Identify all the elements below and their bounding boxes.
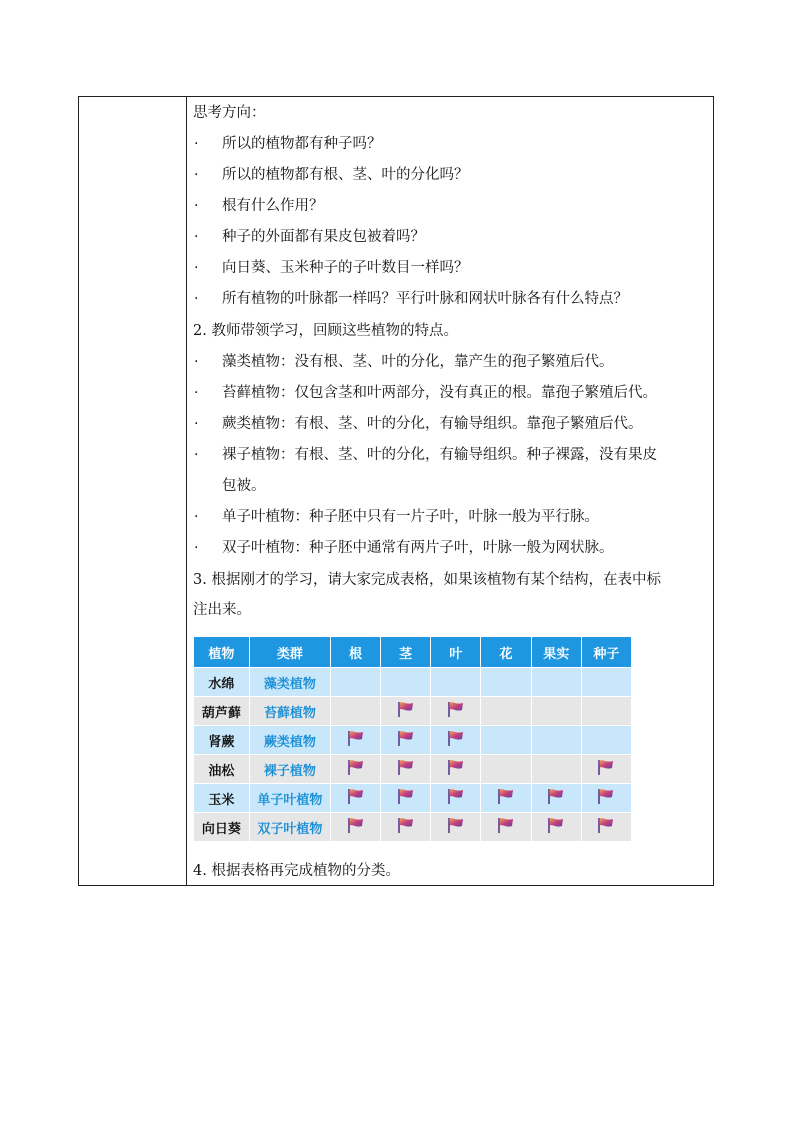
left-column-cell: [79, 97, 187, 885]
plant-name-cell: 肾蕨: [194, 726, 249, 755]
step-2-text: 2. 教师带领学习，回顾这些植物的特点。: [193, 323, 458, 339]
list-item: 根有什么作用？: [222, 198, 324, 214]
bullet: ·: [194, 416, 199, 432]
plant-structure-table: [194, 637, 632, 841]
flag-icon: [396, 758, 416, 780]
bullet: ·: [194, 540, 199, 556]
step-3-text-line2: 注出来。: [193, 602, 251, 618]
header-cell: 花: [481, 637, 531, 668]
step-3-text-line1: 3. 根据刚才的学习，请大家完成表格，如果该植物有某个结构，在表中标: [193, 572, 661, 588]
plant-group-cell: 裸子植物: [249, 755, 330, 784]
flag-icon: [546, 787, 566, 809]
list-item: 双子叶植物：种子胚中通常有两片子叶，叶脉一般为网状脉。: [222, 540, 614, 556]
list-item: 藻类植物：没有根、茎、叶的分化，靠产生的孢子繁殖后代。: [222, 354, 614, 370]
structure-cell: [381, 697, 431, 726]
header-cell: 种子: [581, 637, 631, 668]
structure-cell: [431, 784, 481, 813]
structure-cell: [381, 755, 431, 784]
structure-cell: [581, 668, 631, 697]
plant-group-cell: 苔藓植物: [249, 697, 330, 726]
structure-cell: [381, 784, 431, 813]
structure-cell: [330, 784, 380, 813]
bullet: ·: [194, 260, 199, 276]
structure-cell: [431, 813, 481, 842]
table-header-row: [194, 637, 632, 668]
structure-cell: [481, 697, 531, 726]
list-item: 裸子植物：有根、茎、叶的分化，有输导组织。种子裸露，没有果皮: [222, 447, 657, 463]
plant-name-cell: 油松: [194, 755, 249, 784]
structure-cell: [431, 726, 481, 755]
table-row: [194, 726, 632, 755]
structure-cell: [531, 668, 581, 697]
flag-icon: [446, 816, 466, 838]
structure-cell: [330, 697, 380, 726]
flag-icon: [596, 816, 616, 838]
bullet: ·: [194, 447, 199, 463]
bullet: ·: [194, 291, 199, 307]
header-cell: 叶: [431, 637, 481, 668]
structure-cell: [481, 784, 531, 813]
table-row: [194, 668, 632, 697]
table-row: [194, 784, 632, 813]
flag-icon: [446, 700, 466, 722]
list-item: 向日葵、玉米种子的子叶数目一样吗？: [222, 260, 469, 276]
structure-cell: [381, 726, 431, 755]
list-item: 种子的外面都有果皮包被着吗？: [222, 229, 425, 245]
plant-name-cell: 水绵: [194, 668, 249, 697]
list-item: 所以的植物都有根、茎、叶的分化吗？: [222, 167, 469, 183]
header-cell: 茎: [381, 637, 431, 668]
plant-group-cell: 蕨类植物: [249, 726, 330, 755]
structure-cell: [581, 697, 631, 726]
flag-icon: [446, 758, 466, 780]
flag-icon: [546, 816, 566, 838]
bullet: ·: [194, 229, 199, 245]
header-cell: 植物: [194, 637, 249, 668]
bullet: ·: [194, 198, 199, 214]
flag-icon: [396, 816, 416, 838]
structure-cell: [581, 726, 631, 755]
bullet: ·: [194, 354, 199, 370]
structure-cell: [531, 813, 581, 842]
flag-icon: [596, 758, 616, 780]
content-cell: [187, 97, 713, 885]
bullet: ·: [194, 167, 199, 183]
structure-cell: [531, 726, 581, 755]
plant-name-cell: 向日葵: [194, 813, 249, 842]
structure-cell: [581, 813, 631, 842]
structure-cell: [531, 755, 581, 784]
structure-cell: [381, 813, 431, 842]
flag-icon: [346, 729, 366, 751]
flag-icon: [346, 758, 366, 780]
structure-cell: [531, 697, 581, 726]
step-4-text: 4. 根据表格再完成植物的分类。: [193, 863, 400, 879]
flag-icon: [396, 787, 416, 809]
table-row: [194, 813, 632, 842]
table-row: [194, 755, 632, 784]
list-item: 单子叶植物：种子胚中只有一片子叶，叶脉一般为平行脉。: [222, 509, 599, 525]
thinking-heading: 思考方向：: [193, 105, 266, 121]
structure-cell: [431, 668, 481, 697]
structure-cell: [481, 755, 531, 784]
flag-icon: [496, 816, 516, 838]
bullet: ·: [194, 509, 199, 525]
structure-cell: [330, 813, 380, 842]
plant-group-cell: 单子叶植物: [249, 784, 330, 813]
list-item: 蕨类植物：有根、茎、叶的分化，有输导组织。靠孢子繁殖后代。: [222, 416, 643, 432]
bullet: ·: [194, 136, 199, 152]
structure-cell: [381, 668, 431, 697]
flag-icon: [346, 787, 366, 809]
structure-cell: [330, 668, 380, 697]
structure-cell: [330, 755, 380, 784]
list-item: 所有植物的叶脉都一样吗？平行叶脉和网状叶脉各有什么特点？: [222, 291, 628, 307]
table-row: [194, 697, 632, 726]
structure-cell: [481, 813, 531, 842]
flag-icon: [396, 700, 416, 722]
flag-icon: [496, 787, 516, 809]
flag-icon: [346, 816, 366, 838]
plant-name-cell: 玉米: [194, 784, 249, 813]
structure-cell: [481, 668, 531, 697]
structure-cell: [581, 784, 631, 813]
flag-icon: [596, 787, 616, 809]
lesson-table: [78, 96, 714, 886]
structure-cell: [531, 784, 581, 813]
list-item: 所以的植物都有种子吗？: [222, 136, 382, 152]
header-cell: 根: [330, 637, 380, 668]
structure-cell: [481, 726, 531, 755]
list-item-continuation: 包被。: [222, 478, 266, 494]
plant-group-cell: 双子叶植物: [249, 813, 330, 842]
flag-icon: [396, 729, 416, 751]
structure-cell: [431, 755, 481, 784]
list-item: 苔藓植物：仅包含茎和叶两部分，没有真正的根。靠孢子繁殖后代。: [222, 385, 657, 401]
structure-cell: [330, 726, 380, 755]
structure-cell: [431, 697, 481, 726]
plant-name-cell: 葫芦藓: [194, 697, 249, 726]
bullet: ·: [194, 385, 199, 401]
plant-group-cell: 藻类植物: [249, 668, 330, 697]
header-cell: 果实: [531, 637, 581, 668]
flag-icon: [446, 729, 466, 751]
header-cell: 类群: [249, 637, 330, 668]
structure-cell: [581, 755, 631, 784]
flag-icon: [446, 787, 466, 809]
